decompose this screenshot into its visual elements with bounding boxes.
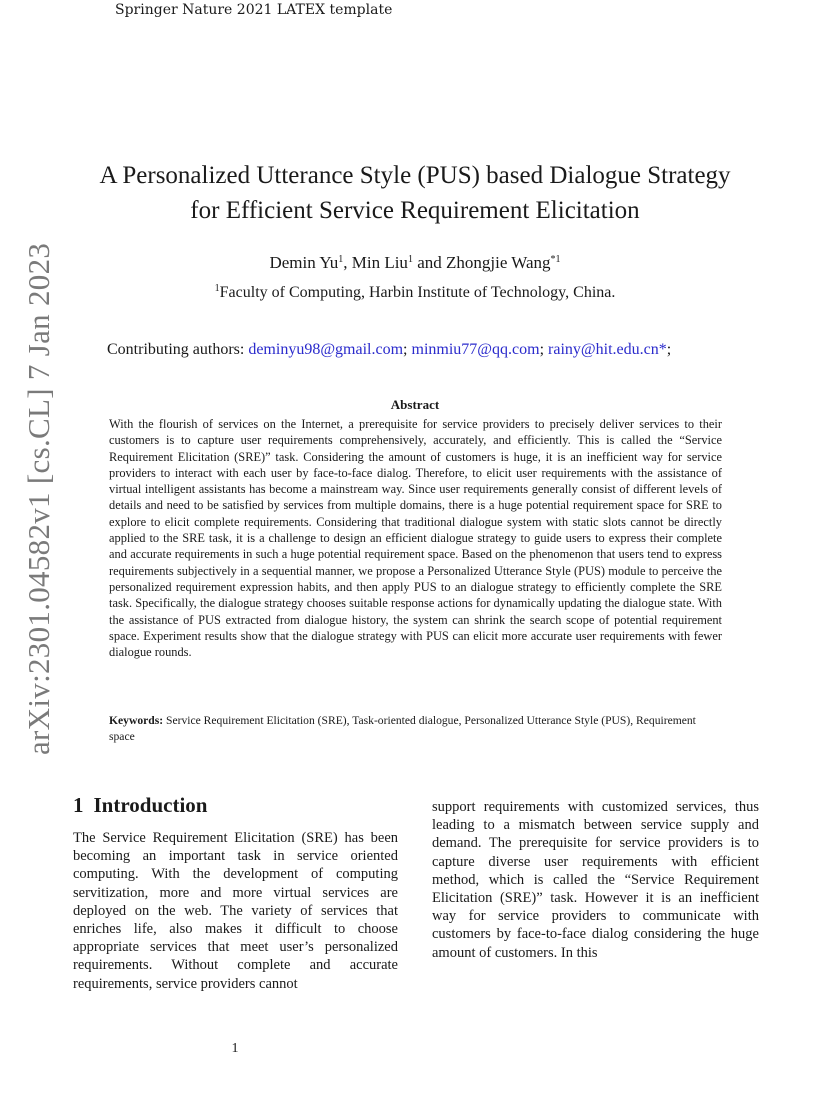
- affiliation-mark: 1: [338, 254, 344, 265]
- keywords: [109, 713, 722, 745]
- email-link[interactable]: minmiu77@qq.com: [411, 341, 540, 358]
- section-title: Introduction: [93, 793, 208, 817]
- contributing-label: Contributing authors:: [107, 341, 245, 358]
- affiliation-mark: *1: [550, 254, 561, 265]
- intro-right-column: support requirements with customized services, thus leading to a mismatch between service supply and demand. The prerequisite for service providers is to capture diverse user requirements with efficient method, which is called the “Service Requirement Elicitation (SRE)” task. However it is an inefficient way for service providers to communicate with customers by face-to-face dialog considering the huge amount of customers. In this: [432, 799, 759, 961]
- contributing-authors: Contributing authors: deminyu98@gmail.com; minmiu77@qq.com; rainy@hit.edu.cn*;: [107, 341, 672, 358]
- email-link[interactable]: deminyu98@gmail.com: [248, 341, 404, 358]
- keywords-text: Service Requirement Elicitation (SRE), Task-oriented dialogue, Personalized Utterance Style (PUS), Requirement space: [109, 714, 696, 743]
- author-name: Zhongjie Wang: [445, 253, 551, 272]
- affiliation: [90, 282, 740, 304]
- author-name: Demin Yu: [269, 253, 339, 272]
- section-number: 1: [73, 793, 84, 817]
- email-link[interactable]: rainy@hit.edu.cn*: [548, 341, 667, 358]
- page-number: 1: [231, 1041, 239, 1056]
- abstract-body: With the flourish of services on the Internet, a prerequisite for service providers to precisely deliver services to their customers is to capture user requirements comprehensively, accurately, and efficiently. This is called the “Service Requirement Elicitation (SRE)” task. Considering the amount of customers is huge, it is an inefficient way for service providers to interact with each user by face-to-face dialog. Therefore, to elicit user requirements with the assistance of virtual intelligent assistants has become a mainstream way. Since user requirements generally consist of different levels of details and need to be satisfied by services from multiple domains, there is a huge potential requirement space for SRE to explore to elicit complete requirements. Considering that traditional dialogue system with static slots cannot be directly applied to the SRE task, it is a challenge to design an efficient dialogue strategy to guide users to express their complete and accurate requirements in such a huge potential requirement space. Based on the phenomenon that users tend to express requirements subjectively in a sequential manner, we propose a Personalized Utterance Style (PUS) module to perceive the personalized requirement expression habits, and then apply PUS to an dialogue strategy to efficiently complete the SRE task. Specifically, the dialogue strategy chooses suitable response actions for dynamically updating the dialogue state. With the assistance of PUS extracted from dialogue history, the system can shrink the search scope of potential requirement space. Experiment results show that the dialogue strategy with PUS can elicit more accurate user requirements with fewer dialogue rounds.: [109, 417, 722, 660]
- affiliation-mark: 1: [214, 283, 220, 294]
- running-head: Springer Nature 2021 LATEX template: [115, 2, 393, 18]
- keywords-label: Keywords:: [109, 714, 164, 727]
- author-list: Demin Yu$^1$, Min Liu$^1$ and Zhongjie Wang$^{*1}$: [269, 253, 561, 272]
- arxiv-identifier-stamp: arXiv:2301.04582v1 [cs.CL] 7 Jan 2023: [21, 242, 56, 755]
- author-name: Min Liu: [351, 253, 408, 272]
- affiliation-text: Faculty of Computing, Harbin Institute of Technology, China.: [219, 284, 616, 301]
- intro-left-column: The Service Requirement Elicitation (SRE) has been becoming an important task in service oriented computing. With the development of computing servitization, more and more virtual services are deployed on the web. The variety of services that enriches life, also makes it difficult to choose appropriate services that meet user’s personalized requirements. Without complete and accurate requirements, service providers cannot: [73, 830, 398, 992]
- affiliation-mark: 1: [407, 254, 413, 265]
- section-heading: [73, 792, 207, 818]
- abstract-heading: Abstract: [390, 397, 440, 412]
- paper-title: A Personalized Utterance Style (PUS) based Dialogue Strategy for Efficient Service Requirement Elicitation: [99, 162, 731, 224]
